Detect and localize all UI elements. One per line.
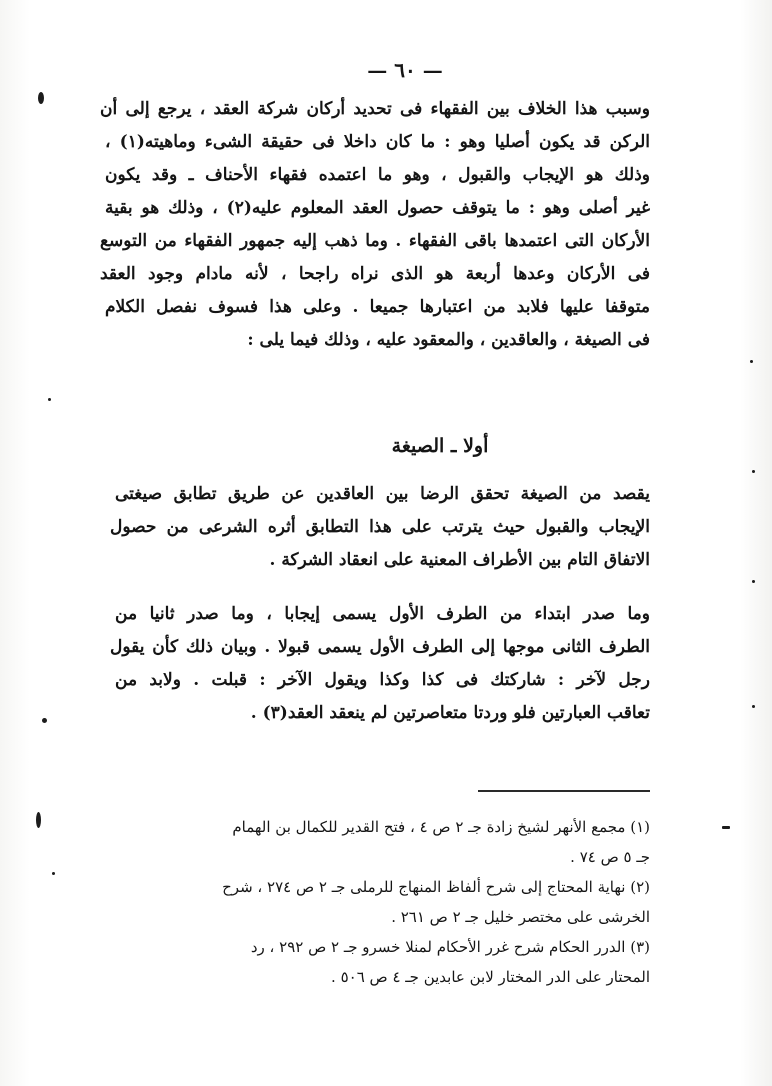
paragraph-3-line: تعاقب العبارتين فلو وردتا متعاصرتين لم ينعقد العقد(٣) . [250,703,650,723]
scan-speck [52,872,55,875]
scan-speck [722,826,730,829]
paragraph-1-line: وذلك هو الإيجاب والقبول ، وهو ما اعتمده فقهاء الأحناف ـ وقد يكون [105,165,650,185]
paragraph-1-line: غير أصلى وهو : ما يتوقف حصول العقد المعلوم عليه(٢) ، وذلك هو بقية [105,198,650,218]
scan-speck [48,398,51,401]
footnote-line: الخرشى على مختصر خليل جـ ٢ ص ٢٦١ . [391,908,650,926]
footnote-separator [478,790,650,792]
scan-speck [38,92,44,104]
section-heading: أولا ـ الصيغة [391,435,489,457]
paragraph-2-line: يقصد من الصيغة تحقق الرضا بين العاقدين عن طريق تطابق صيغتى [115,484,650,504]
paragraph-1-line: وسبب هذا الخلاف بين الفقهاء فى تحديد أركان شركة العقد ، يرجع إلى أن [100,99,650,119]
scan-speck [42,718,47,723]
paragraph-1-line: متوقفا عليها فلابد من اعتبارها جميعا . وعلى هذا فسوف نفصل الكلام [105,297,650,317]
scan-speck [752,470,755,473]
paragraph-3-line: وما صدر ابتداء من الطرف الأول يسمى إيجابا ، وما صدر ثانيا من [115,604,650,624]
scan-speck [752,580,755,583]
scan-speck [752,705,755,708]
paragraph-3-line: الطرف الثانى موجها إلى الطرف الأول يسمى قبولا . وبيان ذلك كأن يقول [110,637,650,657]
paragraph-1-line: فى الصيغة ، والعاقدين ، والمعقود عليه ، وذلك فيما يلى : [247,330,650,350]
paragraph-1-line: الركن قد يكون أصليا وهو : ما كان داخلا فى حقيقة الشىء وماهيته(١) ، [105,132,650,152]
scan-speck [36,812,41,828]
footnote-line: (٣) الدرر الحكام شرح غرر الأحكام لمنلا خسرو جـ ٢ ص ٢٩٢ ، رد [250,938,650,956]
paragraph-1-line: فى الأركان وعدها أربعة هو الذى نراه راجحا ، لأنه مادام وجود العقد [100,264,650,284]
paragraph-2-line: الإيجاب والقبول حيث يترتب على هذا التطابق أثره الشرعى من حصول [110,517,650,537]
paragraph-3-line: رجل لآخر : شاركتك فى كذا وكذا ويقول الآخر : قبلت . ولابد من [115,670,650,690]
page-number: — ٦٠ — [367,58,443,82]
footnote-line: جـ ٥ ص ٧٤ . [570,848,650,866]
scan-speck [750,360,753,363]
footnote-line: (١) مجمع الأنهر لشيخ زادة جـ ٢ ص ٤ ، فتح القدير للكمال بن الهمام [232,818,650,836]
paragraph-2-line: الاتفاق التام بين الأطراف المعنية على انعقاد الشركة . [269,550,650,570]
footnote-line: (٢) نهاية المحتاج إلى شرح ألفاظ المنهاج للرملى جـ ٢ ص ٢٧٤ ، شرح [222,878,650,896]
footnote-line: المحتار على الدر المختار لابن عابدين جـ ٤ ص ٥٠٦ . [331,968,650,986]
paragraph-1-line: الأركان التى اعتمدها باقى الفقهاء . وما ذهب إليه جمهور الفقهاء من التوسع [100,231,650,251]
